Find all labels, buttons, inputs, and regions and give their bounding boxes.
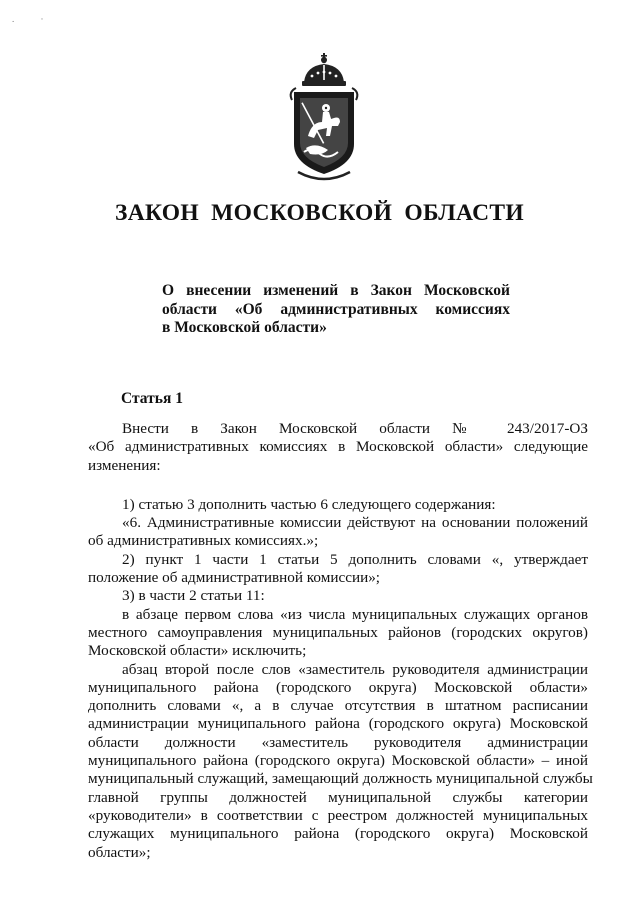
- text-line: абзац второй после слов «заместитель руководителя администрации: [122, 660, 588, 678]
- text-line: администрации муниципального района (городского округа) Московской: [88, 715, 588, 733]
- text-line: 1) статью 3 дополнить частью 6 следующего содержания:: [122, 495, 496, 513]
- article-heading: Статья 1: [121, 390, 183, 407]
- text-line: «руководители» в соответствии с реестром должностей муниципальных: [88, 806, 588, 824]
- subtitle-line: в Московской области»: [162, 319, 327, 336]
- text-line: области»;: [88, 843, 151, 861]
- text-line: главной группы должностей муниципальной службы категории: [88, 788, 588, 806]
- subtitle-line: области «Об административных комиссиях: [162, 300, 510, 318]
- scan-corner-marks: . ·: [12, 14, 56, 24]
- text-line: в абзаце первом слова «из числа муниципальных служащих органов: [122, 605, 588, 623]
- text-line: изменения:: [88, 456, 161, 474]
- article-body: [88, 420, 593, 862]
- text-line: 3) в части 2 статьи 11:: [122, 587, 265, 605]
- text-line: дополнить словами «, а в случае отсутствия в штатном расписании: [88, 697, 588, 715]
- law-title: ЗАКОН МОСКОВСКОЙ ОБЛАСТИ: [115, 200, 524, 226]
- text-line: об административных комиссиях.»;: [88, 532, 319, 550]
- text-line: «Об административных комиссиях в Московской области» следующие: [88, 438, 588, 456]
- text-line: местного самоуправления муниципальных районов (городских округов): [88, 623, 588, 641]
- text-line: Внести в Закон Московской области № 243/2017-ОЗ: [122, 420, 588, 437]
- subtitle-line: О внесении изменений в Закон Московской: [162, 282, 510, 299]
- text-line: муниципальный служащий, замещающий должность муниципальной службы: [88, 770, 593, 788]
- text-line: области должности «заместитель руководителя администрации: [88, 733, 588, 751]
- text-line: муниципального района (городского округа) Московской области»: [88, 678, 588, 696]
- coat-of-arms-emblem: [282, 52, 366, 182]
- text-line: положение об административной комиссии»;: [88, 569, 381, 587]
- text-line: Московской области» исключить;: [88, 642, 307, 660]
- text-line: «6. Административные комиссии действуют на основании положений: [122, 514, 588, 532]
- law-subtitle: [162, 282, 510, 338]
- text-line: муниципального района (городского округа) Московской области» – иной: [88, 752, 588, 770]
- text-line: служащих муниципального района (городского округа) Московской: [88, 825, 588, 843]
- text-line: 2) пункт 1 части 1 статьи 5 дополнить словами «, утверждает: [122, 550, 588, 568]
